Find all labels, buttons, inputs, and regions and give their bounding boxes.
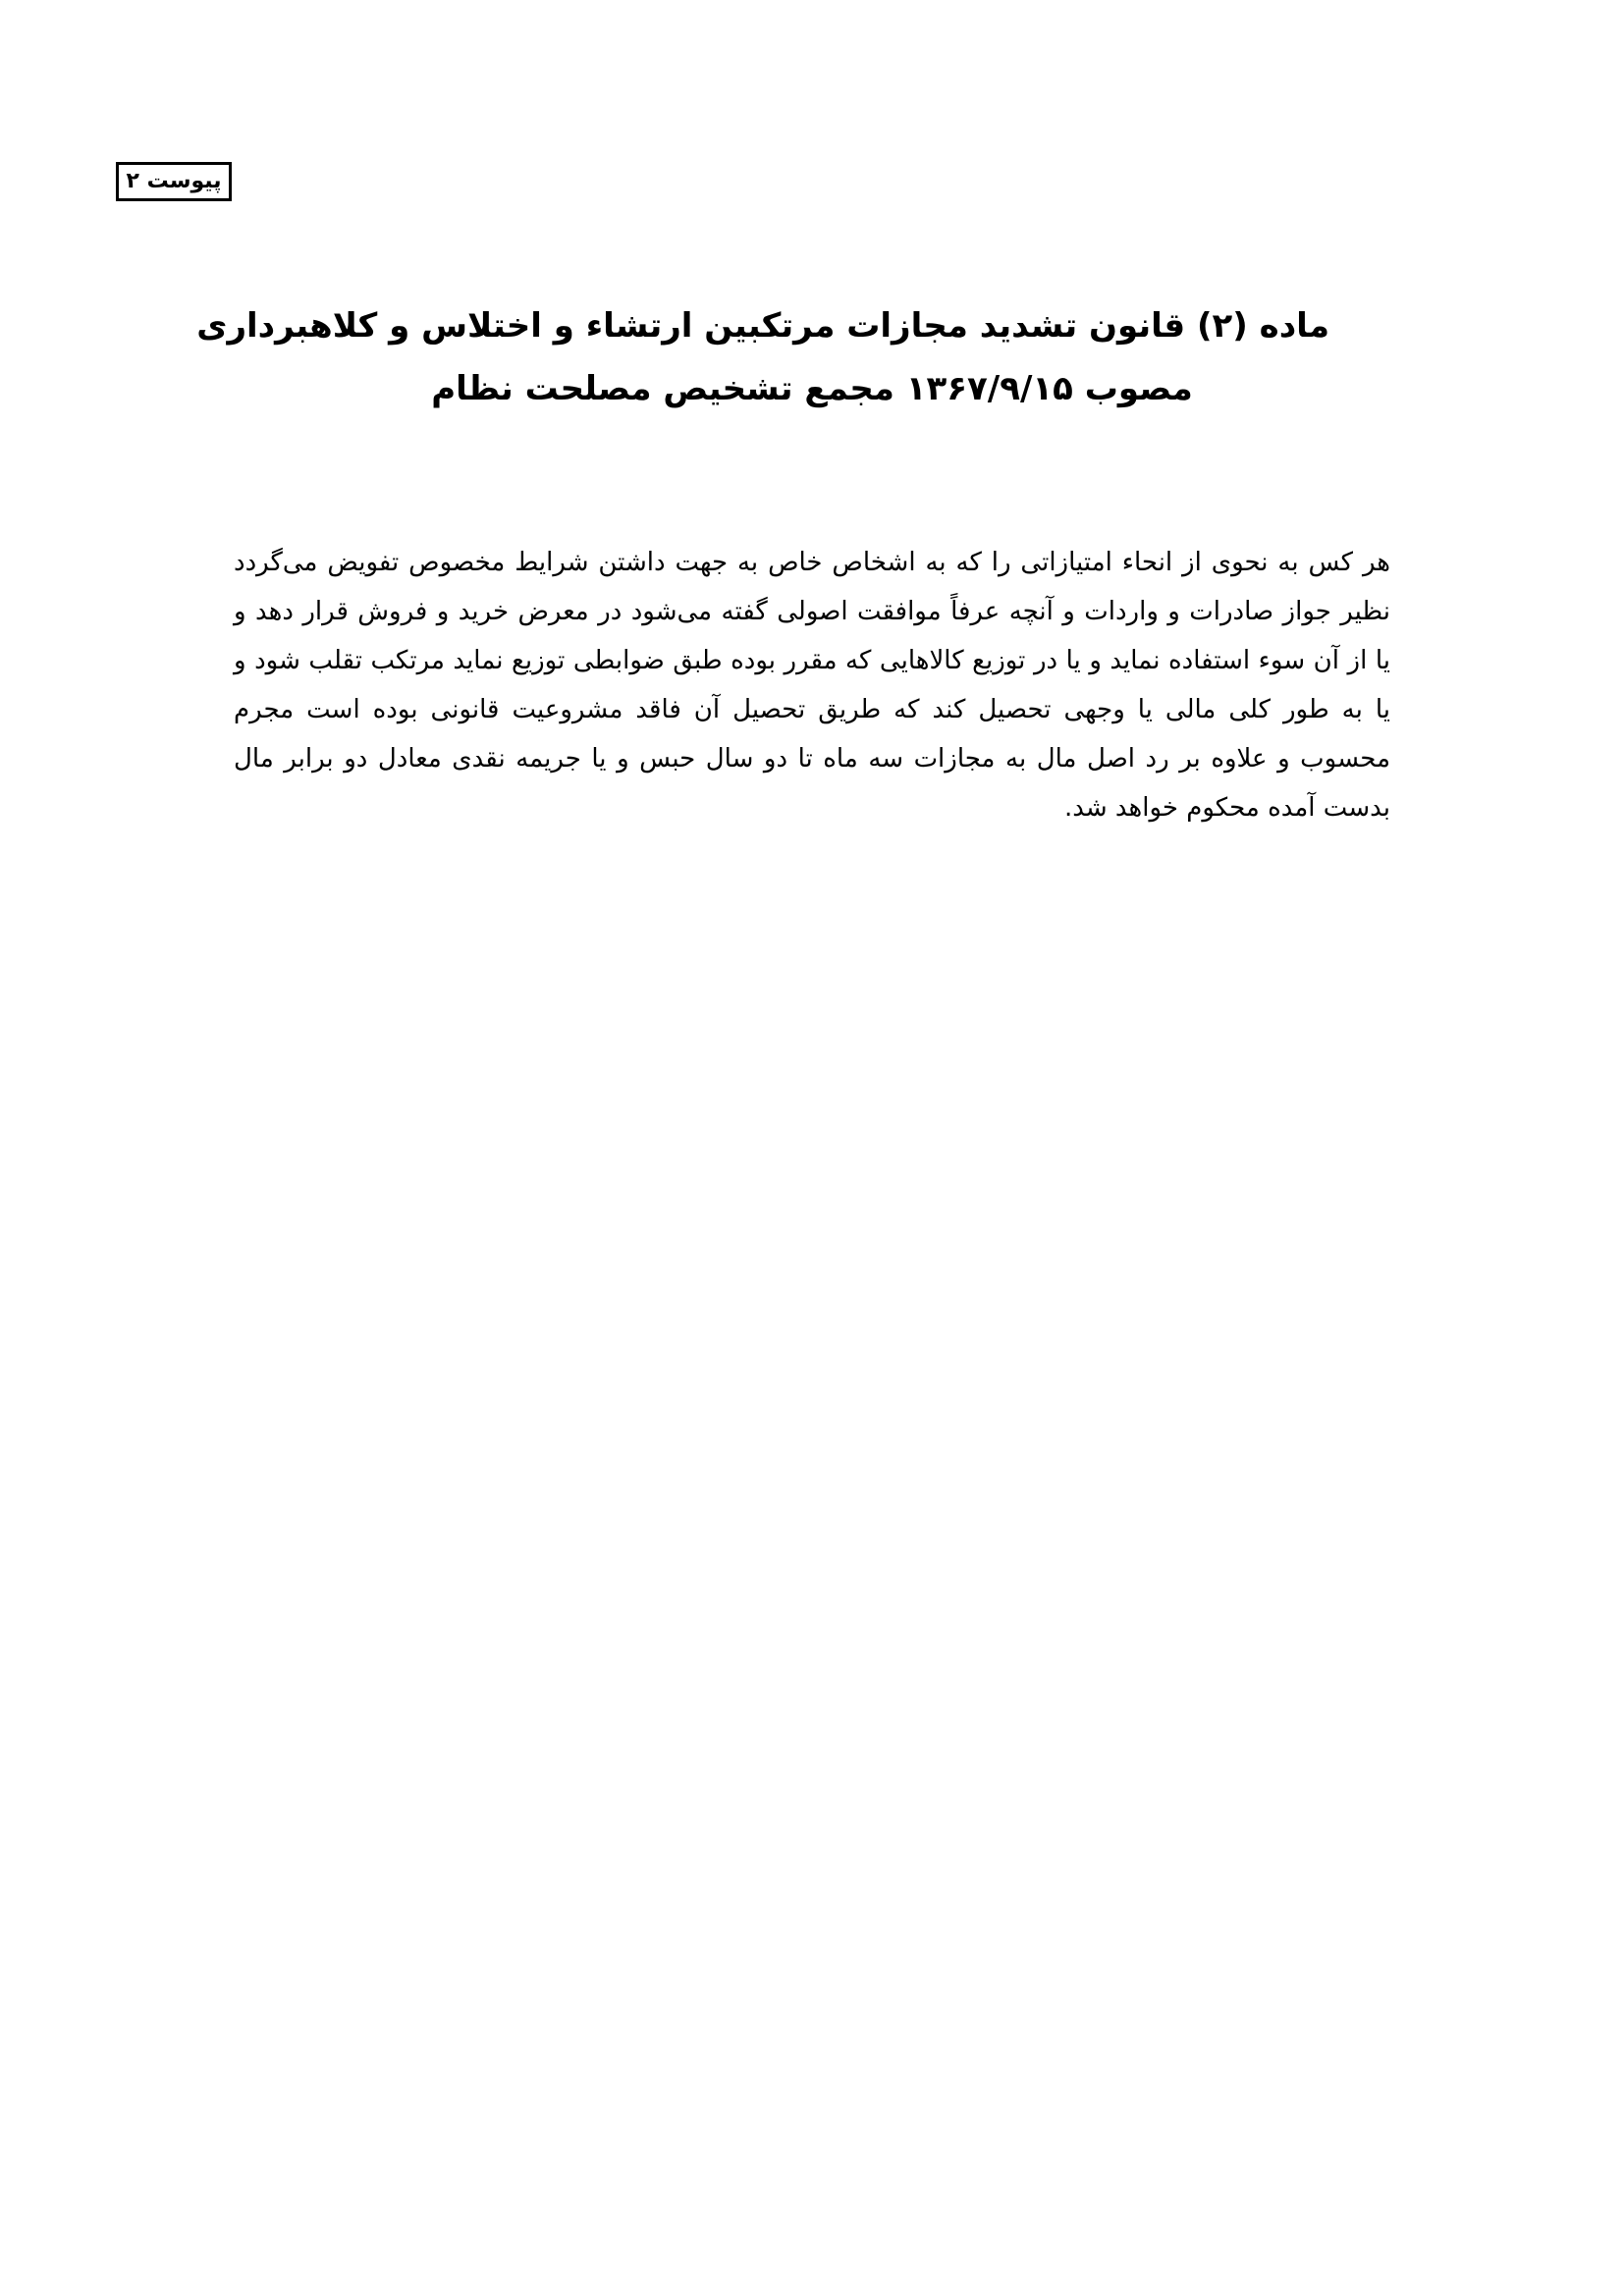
appendix-label-box [116,162,232,201]
appendix-label-text: پیوست ۲ [126,169,222,193]
title-line-2: مصوب ۱۳۶۷/۹/۱۵ مجمع تشخیص مصلحت نظام [431,369,1193,408]
body-paragraph: هر کس به نحوی از انحاء امتیازاتی را که به اشخاص خاص به جهت داشتن شرایط مخصوص تفویض می‌گردد نظیر جواز صادرات و واردات و آنچه عرفاً موافقت اصولی گفته می‌شود در معرض خرید و فروش قرار دهد و یا از آن سوء استفاده نماید و یا در توزیع کالاهایی که مقرر بوده طبق ضوابطی توزیع نماید مرتکب تقلب شود و یا به طور کلی مالی یا وجهی تحصیل کند که طریق تحصیل آن فاقد مشروعیت قانونی بوده است مجرم محسوب و علاوه بر رد اصل مال به مجازات سه ماه تا دو سال حبس و یا جریمه نقدی معادل دو برابر مال بدست آمده محکوم خواهد شد. [234,548,1390,823]
document-title [196,294,1329,420]
title-line-1: ماده (۲) قانون تشدید مجازات مرتکبین ارتشاء و اختلاس و کلاهبرداری [196,306,1329,346]
